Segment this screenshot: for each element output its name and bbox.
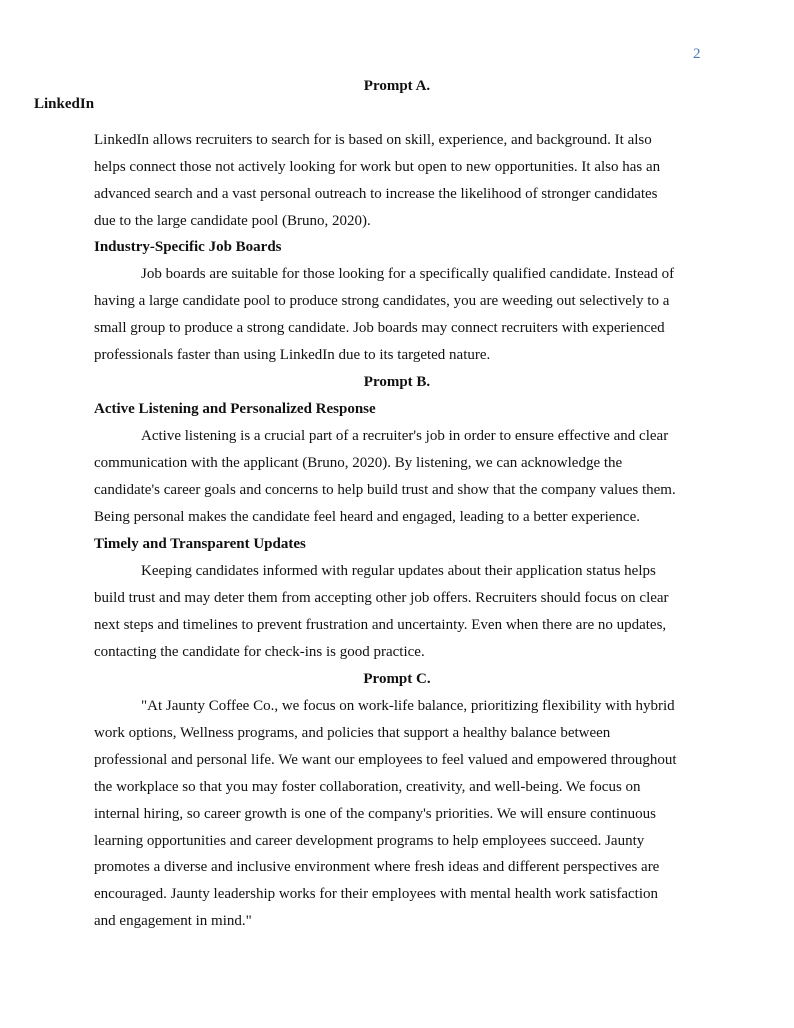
paragraph-line: "At Jaunty Coffee Co., we focus on work-life balance, prioritizing flexibility with hybrid (141, 698, 675, 714)
linkedin-heading: LinkedIn (34, 96, 95, 112)
paragraph-line: helps connect those not actively looking for work but open to new opportunities. It also has an (94, 158, 661, 175)
timely-updates-paragraph (94, 558, 694, 666)
job-boards-paragraph (94, 261, 694, 369)
paragraph-line: work options, Wellness programs, and policies that support a healthy balance between (94, 724, 611, 741)
paragraph-line: advanced search and a vast personal outreach to increase the likelihood of stronger candidates (94, 185, 658, 202)
paragraph-line: encouraged. Jaunty leadership works for their employees with mental health work satisfaction (94, 886, 658, 903)
paragraph-line: professionals faster than using LinkedIn due to its targeted nature. (94, 346, 491, 363)
prompt-a-title: Prompt A. (363, 78, 431, 94)
paragraph-line: having a large candidate pool to produce strong candidates, you are weeding out selectively to a (94, 292, 670, 309)
paragraph-line: due to the large candidate pool (Bruno, 2020). (94, 212, 371, 229)
active-listening-heading: Active Listening and Personalized Response (94, 401, 376, 417)
paragraph-line: and engagement in mind." (94, 913, 252, 930)
paragraph-line: internal hiring, so career growth is one of the company's priorities. We will ensure continuous (94, 805, 656, 822)
page-number: 2 (693, 46, 701, 62)
paragraph-line: promotes a diverse and inclusive environment where fresh ideas and different perspectives are (94, 859, 660, 876)
paragraph-line: LinkedIn allows recruiters to search for is based on skill, experience, and background. It also (94, 132, 652, 148)
paragraph-line: small group to produce a strong candidate. Job boards may connect recruiters with experienced (94, 319, 665, 336)
paragraph-line: Job boards are suitable for those looking for a specifically qualified candidate. Instead of (141, 266, 675, 282)
prompt-b-title: Prompt B. (363, 374, 431, 390)
paragraph-line: candidate's career goals and concerns to help build trust and show that the company values them. (94, 481, 676, 498)
paragraph-line: Active listening is a crucial part of a recruiter's job in order to ensure effective and clear (141, 428, 669, 444)
company-statement-paragraph (94, 693, 694, 935)
linkedin-paragraph (94, 127, 694, 235)
paragraph-line: learning opportunities and career development programs to help employees succeed. Jaunty (94, 832, 645, 849)
prompt-c-title: Prompt C. (363, 671, 431, 687)
paragraph-line: the workplace so that you may foster collaboration, creativity, and well-being. We focus on (94, 778, 641, 795)
active-listening-paragraph (94, 423, 694, 531)
paragraph-line: communication with the applicant (Bruno, 2020). By listening, we can acknowledge the (94, 454, 623, 471)
paragraph-line: Being personal makes the candidate feel heard and engaged, leading to a better experience. (94, 508, 640, 525)
paragraph-line: contacting the candidate for check-ins is good practice. (94, 643, 425, 660)
paragraph-line: build trust and may deter them from accepting other job offers. Recruiters should focus on clear (94, 589, 669, 606)
paragraph-line: Keeping candidates informed with regular updates about their application status helps (141, 563, 656, 579)
job-boards-heading: Industry-Specific Job Boards (94, 239, 282, 255)
paragraph-line: next steps and timelines to prevent frustration and uncertainty. Even when there are no updates, (94, 616, 667, 633)
paragraph-line: professional and personal life. We want our employees to feel valued and empowered throughout (94, 751, 677, 768)
timely-updates-heading: Timely and Transparent Updates (94, 536, 306, 552)
